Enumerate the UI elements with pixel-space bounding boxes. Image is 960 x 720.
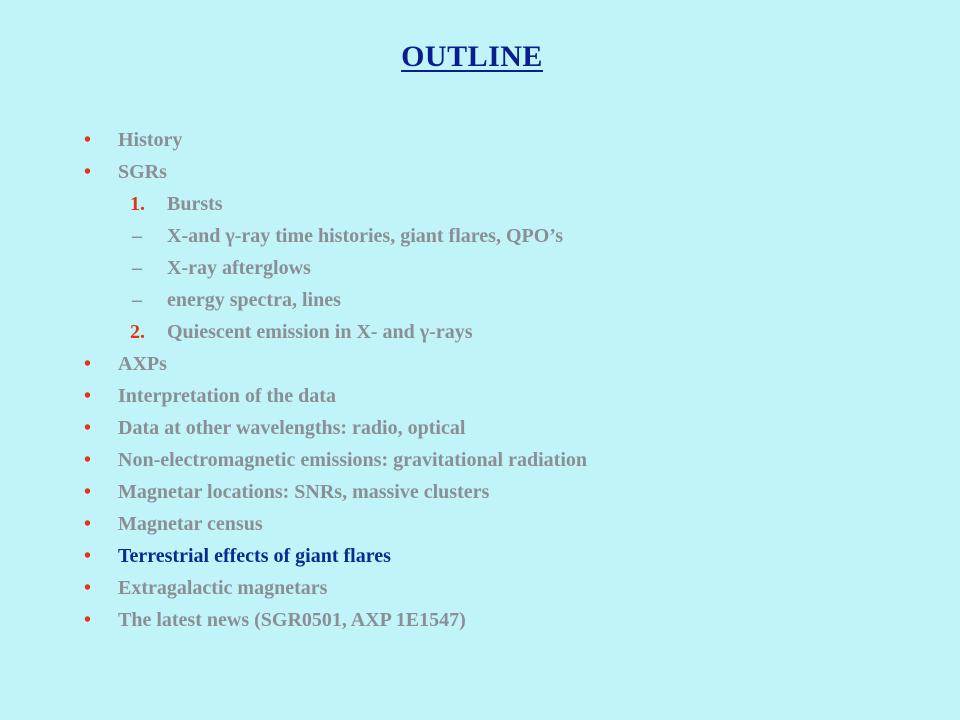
outline-item-text: History — [118, 129, 183, 151]
outline-item-text: Interpretation of the data — [118, 385, 336, 407]
outline-item-text: Magnetar locations: SNRs, massive clusters — [118, 481, 490, 503]
slide-title: OUTLINE — [401, 40, 543, 73]
bullet-icon: • — [84, 161, 92, 183]
bullet-icon: • — [84, 513, 92, 535]
outline-item-text: The latest news (SGR0501, AXP 1E1547) — [118, 609, 466, 631]
dash-marker: – — [132, 257, 142, 279]
outline-item-text: Non-electromagnetic emissions: gravitational radiation — [118, 449, 588, 471]
bullet-icon: • — [84, 577, 92, 599]
outline-item-text: Bursts — [167, 193, 223, 215]
outline-item-text: X-ray afterglows — [167, 257, 311, 279]
bullet-icon: • — [84, 417, 92, 439]
outline-item-text: X-and γ-ray time histories, giant flares, QPO’s — [167, 225, 563, 247]
bullet-icon: • — [84, 545, 92, 567]
outline-item-text: Data at other wavelengths: radio, optical — [118, 417, 466, 439]
bullet-icon: • — [84, 129, 92, 151]
bullet-icon: • — [84, 385, 92, 407]
outline-item-text-current: Terrestrial effects of giant flares — [118, 545, 391, 567]
outline-item-text: Extragalactic magnetars — [118, 577, 328, 599]
bullet-icon: • — [84, 609, 92, 631]
bullet-icon: • — [84, 449, 92, 471]
number-marker: 1. — [130, 193, 145, 215]
outline-item-text: energy spectra, lines — [167, 289, 341, 311]
dash-marker: – — [132, 225, 142, 247]
outline-item-text: Magnetar census — [118, 513, 263, 535]
dash-marker: – — [132, 289, 142, 311]
outline-item-text: Quiescent emission in X- and γ-rays — [167, 321, 473, 343]
number-marker: 2. — [130, 321, 145, 343]
bullet-icon: • — [84, 353, 92, 375]
outline-item-text: AXPs — [118, 353, 167, 375]
bullet-icon: • — [84, 481, 92, 503]
outline-item-text: SGRs — [118, 161, 167, 183]
